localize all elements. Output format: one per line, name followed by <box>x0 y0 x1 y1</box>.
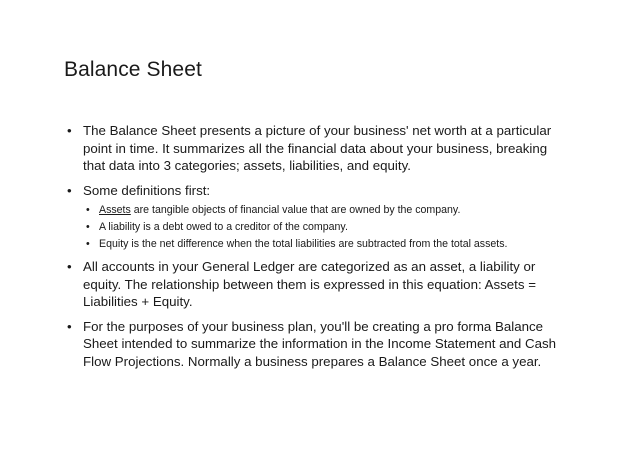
bullet-text: Some definitions first: <box>83 182 211 198</box>
bullet-glyph: • <box>67 318 72 334</box>
bullet-text: For the purposes of your business plan, you'll be creating a pro forma Balance Sheet intended to summarize the information in the Income Statement and Cash Flow Projections. Normally a business prepares a Balance Sheet once a year. <box>83 318 557 369</box>
sub-bullet-text: are tangible objects of financial value that are owned by the company. <box>130 204 461 216</box>
bullet-text: All accounts in your General Ledger are categorized as an asset, a liability or equity. The relationship between them is expressed in this equation: Assets = Liabilities + Equity. <box>83 259 536 309</box>
bullet-item-business-plan <box>64 318 564 371</box>
bullet-item-accounts <box>64 258 564 311</box>
assets-term: Assets <box>99 204 131 216</box>
sub-bullet-glyph: • <box>86 238 90 250</box>
bullet-glyph: • <box>67 123 72 138</box>
bullet-glyph: • <box>67 182 72 198</box>
bullet-list <box>64 122 564 370</box>
bullet-text: The Balance Sheet presents a picture of your business' net worth at a particular point in time. It summarizes all the financial data about your business, breaking that data into 3 categories; assets, liabilities, and equity. <box>83 123 552 173</box>
bullet-glyph: • <box>67 259 72 274</box>
sub-bullet-liability <box>83 220 564 234</box>
slide-body <box>64 122 564 377</box>
sub-bullet-glyph: • <box>86 221 90 233</box>
sub-bullet-glyph: • <box>86 204 90 216</box>
sub-bullet-text: A liability is a debt owed to a creditor of the company. <box>99 221 348 233</box>
bullet-item-definitions <box>64 182 564 252</box>
sub-bullet-equity <box>83 237 564 251</box>
sub-bullet-text: Equity is the net difference when the total liabilities are subtracted from the total assets. <box>99 238 508 250</box>
sub-bullet-assets <box>83 203 564 217</box>
bullet-item-overview <box>64 122 564 175</box>
sub-bullet-list <box>83 203 564 251</box>
slide-title: Balance Sheet <box>64 58 202 81</box>
